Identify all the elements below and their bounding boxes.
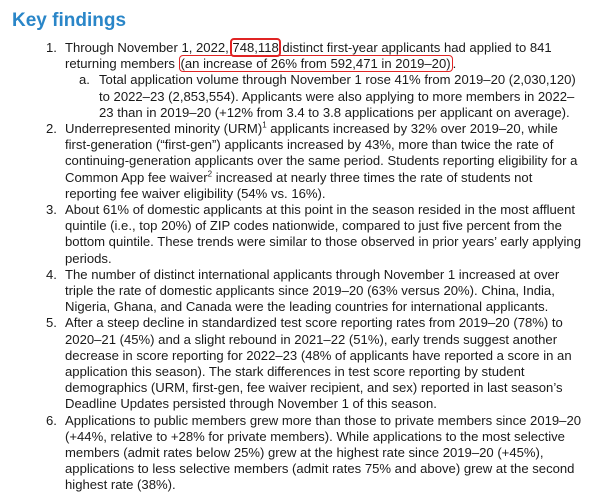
item-number: 5. — [46, 315, 57, 331]
finding-text: applicants increased by 32% over 2019–20, while first-generation (“first-gen”) applicants increased by 43%, more than twice the rate of continuing-generation applicants over the same period. Students reporting eligibility for a Common App fee waiver — [65, 121, 578, 185]
finding-text: Total application volume through November 1 rose 41% from 2019–20 (2,030,120) to 2022–23 (2,853,554). Applicants were also applying to more members in 2022–23 than in 2019–20 (+12% from 3.4 to 3.8 applications per applicant on average). — [99, 72, 576, 120]
sub-list — [65, 72, 582, 121]
finding-text: After a steep decline in standardized test score reporting rates from 2019–20 (78%) to 2020–21 (45%) and a slight rebound in 2021–22 (51%), early trends suggest another decrease in score reporting for 2022–23 (48% of applicants have reported a score in an application this season). The stark differences in test score reporting by student demographics (URM, first-gen, fee waiver recipient, and sex) reported in last season’s Deadline Updates persisted through November 1 of this season. — [65, 315, 572, 412]
item-number: 4. — [46, 266, 57, 282]
item-number: 3. — [46, 202, 57, 218]
page-title: Key findings — [12, 10, 127, 31]
finding-text: increased at nearly three times the rate of students not reporting fee waiver eligibility (54% vs. 16%). — [65, 169, 533, 201]
footnote-ref: 2 — [207, 169, 213, 179]
finding-1a — [79, 72, 582, 121]
finding-3 — [12, 202, 582, 267]
item-number: 6. — [46, 412, 57, 428]
item-letter: a. — [79, 72, 90, 88]
finding-text: About 61% of domestic applicants at this point in the season resided in the most affluent quintile (i.e., top 20%) of ZIP codes nationwide, compared to just five percent from the bottom quintile. These trends were similar to those observed in prior years’ early applying periods. — [65, 202, 582, 266]
item-number: 1. — [46, 40, 57, 55]
finding-text: Underrepresented minority (URM) — [65, 121, 263, 137]
finding-text: . — [452, 56, 457, 72]
boxed-phrase: (an increase of 26% from 592,471 in 2019–20) — [180, 56, 451, 72]
finding-4 — [12, 267, 582, 316]
finding-2 — [12, 121, 582, 202]
finding-5 — [12, 315, 582, 412]
footnote-ref: 1 — [262, 120, 267, 130]
finding-6 — [12, 413, 582, 494]
finding-text: Through November 1, 2022, — [65, 40, 233, 55]
circled-number: 748,118 — [232, 40, 279, 55]
findings-list — [12, 40, 582, 494]
finding-text: Applications to public members grew more than those to private members since 2019–20 (+44%, relative to +28% for private members). While applications to the most selective members (admit rates below 25%) grew at the highest rate since 2019–20 (+45%), applications to less selective members (admit rates 75% and above) grew at the second highest rate (38%). — [65, 412, 582, 493]
finding-1 — [12, 40, 582, 121]
item-number: 2. — [46, 121, 57, 137]
finding-text: distinct first-year applicants had applied to 841 returning members — [65, 40, 552, 72]
finding-text: The number of distinct international applicants through November 1 increased at over triple the rate of domestic applicants since 2019–20 (63% versus 20%). China, India, Nigeria, Ghana, and Canada were the leading countries for international applicants. — [65, 266, 560, 315]
